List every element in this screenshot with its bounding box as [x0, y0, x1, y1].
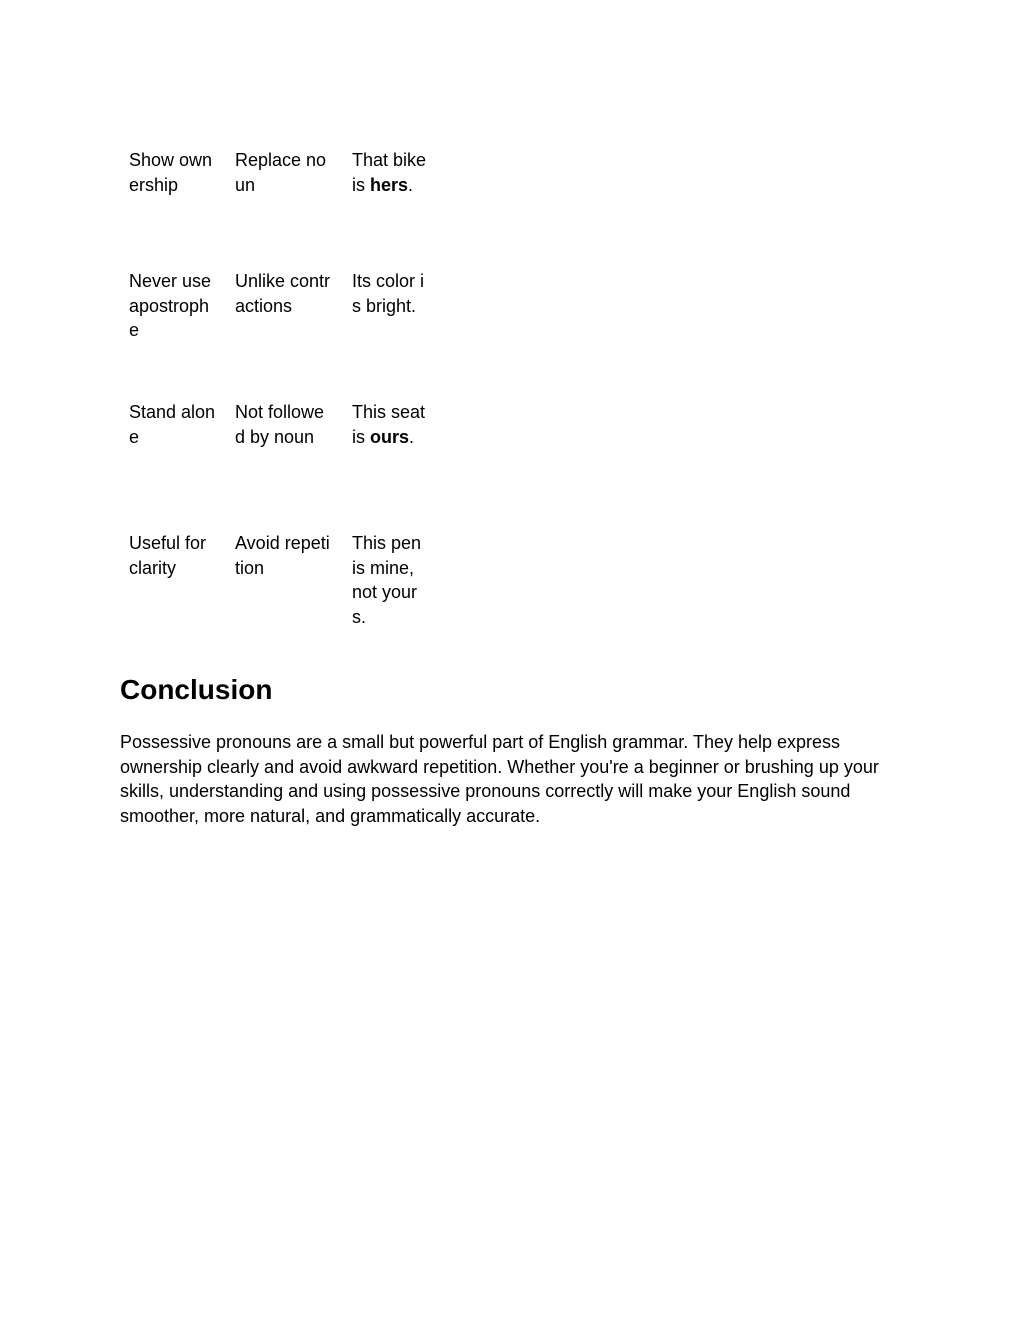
example-cell	[343, 259, 437, 390]
example-cell	[343, 138, 437, 259]
note-cell	[226, 390, 343, 521]
note-text: Avoid repetition	[235, 533, 330, 578]
example-text	[352, 148, 428, 197]
note-text: Unlike contractions	[235, 271, 331, 316]
example-text-before: That bike is	[352, 150, 427, 195]
rule-cell	[120, 259, 226, 390]
example-text-before: This seat is	[352, 402, 426, 447]
table-row	[120, 259, 437, 390]
example-text	[352, 531, 428, 629]
rule-cell	[120, 138, 226, 259]
rule-text: Show ownership	[129, 150, 213, 195]
rule-text: Never use apostrophe	[129, 271, 212, 340]
example-pronoun-bold: hers	[370, 174, 409, 195]
example-text-after: .	[409, 426, 415, 447]
conclusion-paragraph: Possessive pronouns are a small but powerful part of English grammar. They help express ownership clearly and avoid awkward repetition. Whether you're a beginner or brushing up your skills, understanding and using possessive pronouns correctly will make your English sound smoother, more natural, and grammatically accurate.	[120, 732, 879, 826]
table-row	[120, 390, 437, 521]
table-row	[120, 521, 437, 642]
rule-cell	[120, 390, 226, 521]
example-text-before: Its color is bright.	[352, 271, 425, 316]
table-row	[120, 138, 437, 259]
note-cell	[226, 138, 343, 259]
rule-text: Stand alone	[129, 402, 216, 447]
note-text: Not followed by noun	[235, 402, 325, 447]
example-text-after: .	[408, 174, 414, 195]
possessive-pronoun-rules-table	[120, 138, 437, 642]
rule-cell	[120, 521, 226, 642]
example-text	[352, 400, 428, 449]
example-cell	[343, 521, 437, 642]
example-text	[352, 269, 428, 318]
note-cell	[226, 259, 343, 390]
example-cell	[343, 390, 437, 521]
note-text: Replace noun	[235, 150, 327, 195]
note-cell	[226, 521, 343, 642]
conclusion-heading: Conclusion	[120, 674, 273, 705]
example-pronoun-bold: ours	[370, 426, 410, 447]
rule-text: Useful for clarity	[129, 533, 207, 578]
example-text-before: This pen is mine, not yours.	[352, 533, 422, 627]
